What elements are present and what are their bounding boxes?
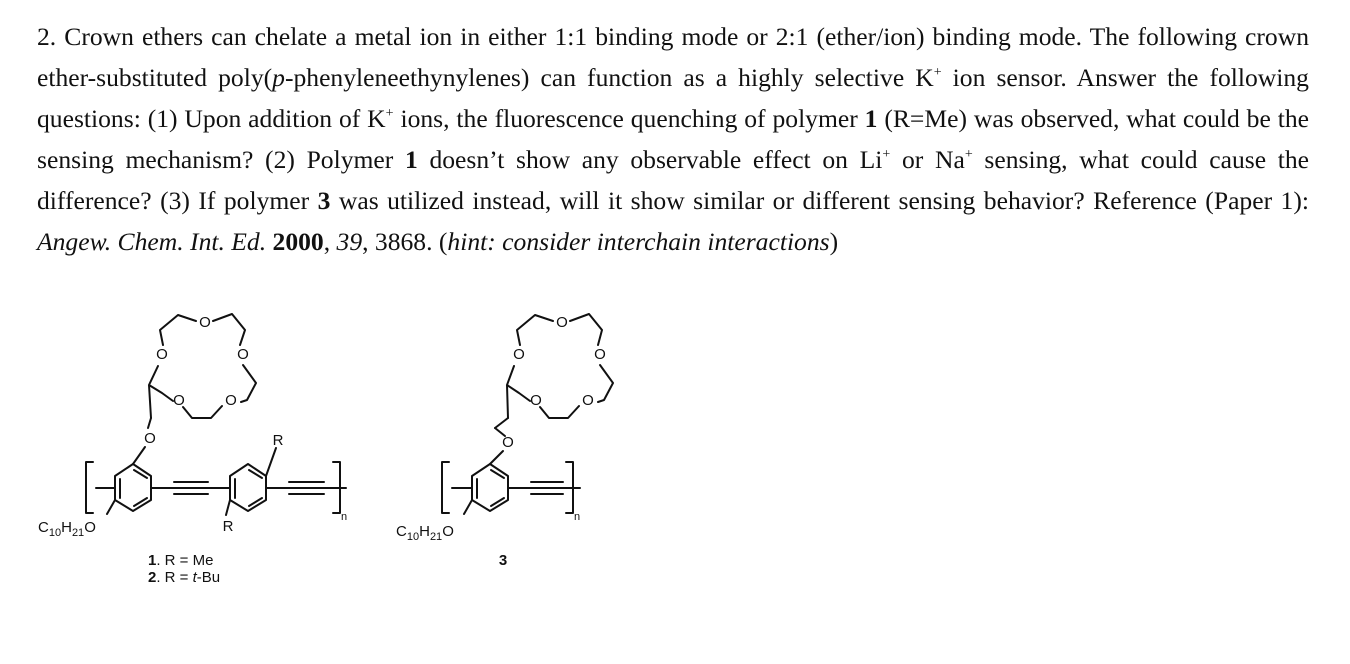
legend-compound-1: 1. R = Me [148,552,214,569]
crown-oxygen: O [582,392,594,409]
ether-oxygen: O [502,434,514,451]
r-substituent: R [272,432,284,449]
repeat-subscript: n [341,511,348,523]
reference-year: 2000 [266,227,324,256]
triple-bond [527,482,567,494]
polymer-3-ref: 3 [317,186,331,215]
decyloxy-group: $C_{10}H_{21}O$ [38,519,96,539]
hint-text: hint: consider interchain interactions [447,227,830,256]
left-bracket [86,462,93,513]
triple-bond [170,482,212,494]
decyloxy-group: $C_{10}H_{21}O$ [396,523,454,543]
polymer-3-structure [396,314,613,569]
polymer-1-ref: 1 [864,104,878,133]
legend-compound-2: 2. R = t-Bu [148,569,221,586]
left-bracket [442,462,449,513]
triple-bond [285,482,328,494]
question-number: 2. [37,22,57,51]
crown-oxygen: O [225,392,237,409]
reference-volume: 39 [336,227,363,256]
crown-oxygen: O [199,314,211,331]
crown-oxygen: O [530,392,542,409]
polymer-1-structure [38,314,347,586]
crown-oxygen: O [594,346,606,363]
crown-oxygen: O [173,392,185,409]
crown-oxygen: O [237,346,249,363]
crown-oxygen: O [556,314,568,331]
ether-oxygen: O [144,430,156,447]
question-text: 2. Crown ethers can chelate a metal ion in either 1:1 binding mode or 2:1 (ether/ion) binding mode. The following crown ether-substituted poly(p-phenyleneethynylenes) can function as a highly selective K+ ion sensor. Answer the following questions: (1) Upon addition of K+ ions, the fluorescence quenching of polymer 1 (R=Me) was observed, what could be the sensing mechanism? (2) Polymer 1 doesn’t show any observable effect on Li+ or Na+ sensing, what could cause the difference? (3) If polymer 3 was utilized instead, will it show similar or different sensing behavior? Reference (Paper 1): Angew. Chem. Int. Ed. 2000, 39, 3868. (hint: consider interchain interactions) [37,22,1309,256]
journal-name: Angew. Chem. Int. Ed. [37,227,267,256]
repeat-subscript: n [574,511,581,523]
polymer-1-ref: 1 [404,145,418,174]
crown-oxygen: O [513,346,525,363]
legend-compound-3: 3 [498,552,508,569]
r-substituent: R [222,518,234,535]
crown-oxygen: O [156,346,168,363]
